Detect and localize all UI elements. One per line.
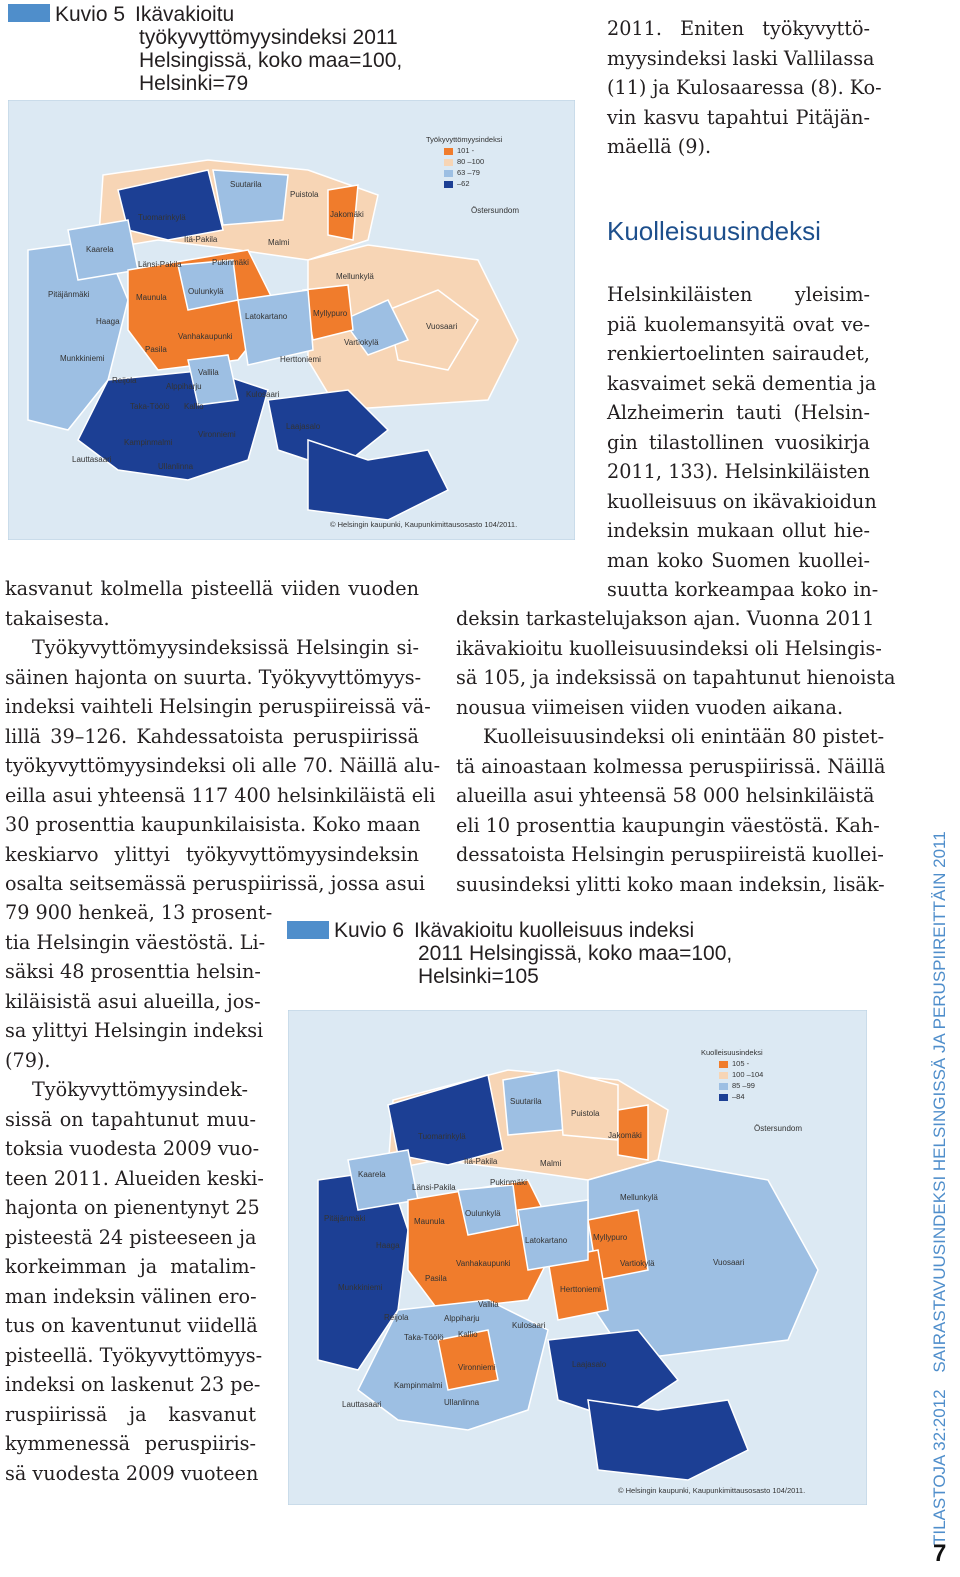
right-para1-cont bbox=[456, 604, 896, 899]
text-line: takaisesta. bbox=[5, 606, 110, 630]
text-line: osalta seitsemässä peruspiirissä, jossa asui bbox=[5, 872, 426, 895]
figure5-legend-item bbox=[444, 157, 502, 166]
figure5-legend-item bbox=[444, 168, 502, 177]
text-line: indeksi vaihteli Helsingin peruspiireissä vä- bbox=[5, 695, 431, 718]
text-line: kasvanut kolmella pisteellä viiden vuoden bbox=[5, 577, 419, 600]
map6-label: Vartiokylä bbox=[620, 1259, 655, 1268]
map5-label: Kulosaari bbox=[246, 390, 280, 399]
map6-label: Oulunkylä bbox=[465, 1209, 501, 1218]
text-line: sa ylittyi Helsingin indeksi bbox=[5, 1019, 264, 1042]
map5-land bbox=[28, 160, 518, 520]
map6-label: Kaarela bbox=[358, 1170, 386, 1179]
map6-label: Taka-Töölö bbox=[404, 1333, 444, 1342]
text-line: gin tilastollinen vuosikirja bbox=[607, 430, 870, 454]
text-line: tä ainoastaan kolmessa peruspiirissä. Näillä bbox=[456, 754, 886, 778]
map5-label: Myllypuro bbox=[313, 309, 348, 318]
text-line: Helsinkiläisten yleisim- bbox=[607, 283, 870, 306]
figure5-legend-item bbox=[444, 146, 502, 155]
map5-label: Oulunkylä bbox=[188, 287, 224, 296]
map6-label: Östersundom bbox=[754, 1124, 803, 1133]
map5-label: Ullanlinna bbox=[158, 462, 194, 471]
figure6-credit: © Helsingin kaupunki, Kaupunkimittausosasto 104/2011. bbox=[618, 1486, 806, 1495]
figure6-legend-item bbox=[719, 1059, 763, 1068]
map6-area-vironniemi bbox=[438, 1330, 498, 1390]
text-line: indeksi on laskenut 23 pe- bbox=[5, 1373, 261, 1396]
figure5-caption-box bbox=[8, 4, 50, 22]
map5-label: Latokartano bbox=[245, 312, 288, 321]
text-line: sissä on tapahtunut muu- bbox=[5, 1107, 256, 1131]
map5-label: Kaarela bbox=[86, 245, 114, 254]
text-line: ruspiirissä ja kasvanut bbox=[5, 1402, 256, 1426]
map6-label: Alppiharju bbox=[444, 1314, 480, 1323]
map6-label: Lauttasaari bbox=[342, 1400, 382, 1409]
map5-label: Laajasalo bbox=[286, 422, 321, 431]
figure6-legend-title: Kuolleisuusindeksi bbox=[701, 1048, 763, 1057]
legend-swatch bbox=[444, 181, 453, 188]
page-number: 7 bbox=[933, 1540, 947, 1567]
figure5-credit: © Helsingin kaupunki, Kaupunkimittausosasto 104/2011. bbox=[330, 520, 518, 529]
figure6-legend-item bbox=[719, 1081, 763, 1090]
figure5-title-line: Ikävakioitu bbox=[135, 3, 235, 26]
map5-label: Maunula bbox=[136, 293, 167, 302]
text-line: hajonta on pienentynyt 25 bbox=[5, 1196, 260, 1219]
text-line: pisteestä 24 pisteeseen ja bbox=[5, 1225, 257, 1249]
legend-swatch bbox=[719, 1083, 728, 1090]
map6-land bbox=[318, 1070, 818, 1480]
text-line: Kuolleisuusindeksi oli enintään 80 pistet- bbox=[483, 725, 885, 748]
map5-label: Taka-Töölö bbox=[130, 402, 170, 411]
side-running-header bbox=[930, 831, 950, 1545]
map5-label: Herttoniemi bbox=[280, 355, 321, 364]
map5-label: Munkkiniemi bbox=[60, 354, 105, 363]
legend-item-label: –84 bbox=[732, 1092, 745, 1101]
map5-area-oulunkyla bbox=[178, 260, 238, 310]
figure5-legend-title: Työkyvyttömyysindeksi bbox=[426, 135, 503, 144]
map6-label: Pitäjänmäki bbox=[324, 1214, 366, 1223]
map6-label: Vuosaari bbox=[713, 1258, 745, 1267]
text-line: tia Helsingin väestöstä. Li- bbox=[5, 930, 266, 954]
legend-item-label: 85 –99 bbox=[732, 1081, 755, 1090]
text-line: kiläisistä asui alueilla, jos- bbox=[5, 989, 261, 1013]
text-line: indeksin mukaan ollut hie- bbox=[607, 519, 870, 542]
map5-label: Vallila bbox=[198, 368, 219, 377]
text-line: työkyvyttömyysindeksi oli alle 70. Näillä alu- bbox=[5, 754, 441, 777]
map6-label: Munkkiniemi bbox=[338, 1283, 383, 1292]
map6-label: Länsi-Pakila bbox=[412, 1183, 456, 1192]
text-line: pisteellä. Työkyvyttömyys- bbox=[5, 1343, 263, 1367]
legend-swatch bbox=[719, 1061, 728, 1068]
legend-swatch bbox=[719, 1072, 728, 1079]
text-line: 30 prosenttia kaupunkilaisista. Koko maan bbox=[5, 813, 421, 836]
text-line: myysindeksi laski Vallilassa bbox=[607, 46, 875, 70]
map5-label: Kampinmalmi bbox=[124, 438, 173, 447]
figure6-title-line: Ikävakioitu kuolleisuus indeksi bbox=[414, 919, 695, 942]
map6-label: Ullanlinna bbox=[444, 1398, 480, 1407]
map6-label: Latokartano bbox=[525, 1236, 568, 1245]
map5-label: Vironniemi bbox=[198, 430, 236, 439]
map5-label: Pasila bbox=[145, 345, 167, 354]
text-line: (79). bbox=[5, 1048, 51, 1072]
text-line: eli 10 prosenttia kaupungin väestöstä. Kah- bbox=[456, 813, 880, 837]
legend-item-label: 100 –104 bbox=[732, 1070, 764, 1079]
map6-label: Puistola bbox=[571, 1109, 600, 1118]
map6-label: Herttoniemi bbox=[560, 1285, 601, 1294]
text-line: suutta korkeampaa koko in- bbox=[607, 578, 879, 601]
text-line: alueilla asui yhteensä 58 000 helsinkiläistä bbox=[456, 784, 875, 807]
map5-label: Jakomäki bbox=[330, 210, 364, 219]
legend-swatch bbox=[444, 170, 453, 177]
left-narrow-text bbox=[5, 898, 273, 1488]
right-para1 bbox=[607, 280, 879, 605]
text-line: man koko Suomen kuollei- bbox=[607, 548, 870, 572]
legend-item-label: 63 –79 bbox=[457, 168, 480, 177]
text-line: sä vuodesta 2009 vuoteen bbox=[5, 1461, 259, 1485]
map5-label: Pitäjänmäki bbox=[48, 290, 90, 299]
map5-area-suutarila bbox=[213, 170, 288, 225]
legend-swatch bbox=[444, 159, 453, 166]
text-line: Alzheimerin tauti (Helsin- bbox=[607, 401, 870, 424]
figure5-caption bbox=[55, 3, 402, 95]
text-line: vin kasvu tapahtui Pitäjän- bbox=[607, 105, 870, 129]
map5-label: Vartiokylä bbox=[344, 338, 379, 347]
map5-label: Kallio bbox=[184, 402, 204, 411]
figure6-legend-item bbox=[719, 1070, 763, 1079]
figure6-title-line: 2011 Helsingissä, koko maa=100, bbox=[418, 942, 733, 965]
map5-label: Mellunkylä bbox=[336, 272, 374, 281]
text-line: mäellä (9). bbox=[607, 135, 712, 158]
map6-label: Malmi bbox=[540, 1159, 562, 1168]
map5-label: Vanhakaupunki bbox=[178, 332, 233, 341]
map5-label: Östersundom bbox=[471, 206, 520, 215]
text-line: Työkyvyttömyysindeksissä Helsingin si- bbox=[32, 636, 419, 659]
map5-label: Reijola bbox=[112, 376, 137, 385]
map5-label: Suutarila bbox=[230, 180, 262, 189]
text-line: korkeimman ja matalim- bbox=[5, 1255, 256, 1278]
map5-label: Alppiharju bbox=[166, 382, 202, 391]
figure5-title-line: työkyvyttömyysindeksi 2011 bbox=[139, 26, 398, 49]
text-line: kuolleisuus on ikävakioidun bbox=[607, 489, 877, 513]
map5-label: Tuomarinkylä bbox=[138, 213, 186, 222]
map6-label: Jakomäki bbox=[608, 1131, 642, 1140]
map6-label: Haaga bbox=[376, 1241, 400, 1250]
text-line: suusindeksi ylitti koko maan indeksin, lisäk- bbox=[456, 872, 885, 896]
legend-item-label: 80 –100 bbox=[457, 157, 485, 166]
text-line: ikävakioitu kuolleisuusindeksi oli Helsingis- bbox=[456, 636, 882, 660]
map6-label: Reijola bbox=[384, 1313, 409, 1322]
side-series: TILASTOJA 32:2012 bbox=[930, 1389, 949, 1545]
map6-label: Maunula bbox=[414, 1217, 445, 1226]
text-line: Työkyvyttömyysindek- bbox=[32, 1078, 248, 1101]
map5-label: Lauttasaari bbox=[72, 455, 112, 464]
map6-label: Pukinmäki bbox=[490, 1178, 527, 1187]
map6-label: Myllypuro bbox=[593, 1233, 628, 1242]
map6-label: Pasila bbox=[425, 1274, 447, 1283]
text-line: lillä 39–126. Kahdessatoista peruspiirissä bbox=[5, 724, 419, 748]
text-line: kasvaimet sekä dementia ja bbox=[607, 371, 877, 395]
text-line: eilla asui yhteensä 117 400 helsinkiläistä eli bbox=[5, 783, 436, 807]
map6-label: Laajasalo bbox=[572, 1360, 607, 1369]
figure5-title-line: Helsinki=79 bbox=[139, 72, 249, 95]
legend-item-label: –62 bbox=[457, 179, 470, 188]
map5-label: Pukinmäki bbox=[212, 258, 249, 267]
figure5-title-line: Helsingissä, koko maa=100, bbox=[139, 49, 403, 72]
map6-label: Kulosaari bbox=[512, 1321, 546, 1330]
map6-label: Kallio bbox=[458, 1330, 478, 1339]
text-line: säinen hajonta on suurta. Työkyvyttömyys- bbox=[5, 665, 422, 689]
figure5-legend bbox=[426, 135, 502, 190]
map5-area-latokartano bbox=[238, 290, 313, 365]
text-line: keskiarvo ylittyi työkyvyttömyysindeksin bbox=[5, 842, 419, 866]
text-line: nousua viimeisen viiden vuoden aikana. bbox=[456, 695, 844, 719]
map5-label: Malmi bbox=[268, 238, 290, 247]
map5-label: Vuosaari bbox=[426, 322, 458, 331]
figure6-title-line: Helsinki=105 bbox=[418, 965, 539, 988]
legend-item-label: 105 - bbox=[732, 1059, 750, 1068]
figure6-number: Kuvio 6 bbox=[334, 919, 405, 942]
figure6-legend-item bbox=[719, 1092, 763, 1101]
map6-label: Kampinmalmi bbox=[394, 1381, 443, 1390]
text-line: 2011, 133). Helsinkiläisten bbox=[607, 460, 870, 483]
legend-swatch bbox=[719, 1094, 728, 1101]
map5-label: Puistola bbox=[290, 190, 319, 199]
map5-label: Haaga bbox=[96, 317, 120, 326]
figure6-map-graphic bbox=[288, 1010, 867, 1505]
text-line: sä 105, ja indeksissä on tapahtunut hienoista bbox=[456, 666, 896, 689]
map6-label: Itä-Pakila bbox=[464, 1157, 498, 1166]
text-line: 79 900 henkeä, 13 prosent- bbox=[5, 901, 273, 924]
figure5-map bbox=[8, 100, 575, 540]
map6-label: Vallila bbox=[478, 1300, 499, 1309]
map5-label: Itä-Pakila bbox=[184, 235, 218, 244]
legend-swatch bbox=[444, 148, 453, 155]
side-title: SAIRASTAVUUSINDEKSI HELSINGISSÄ JA PERUSPIIREITTÄIN 2011 bbox=[930, 831, 949, 1373]
figure6-map bbox=[288, 1010, 867, 1505]
text-line: dessatoista Helsingin peruspiireistä kuollei- bbox=[456, 843, 884, 866]
right-top-text bbox=[607, 14, 882, 162]
map6-label: Suutarila bbox=[510, 1097, 542, 1106]
text-line: tus on kaventunut viidellä bbox=[5, 1314, 258, 1337]
map6-label: Tuomarinkylä bbox=[418, 1132, 466, 1141]
map5-area-islands bbox=[308, 440, 448, 520]
text-line: teen 2011. Alueiden keski- bbox=[5, 1166, 264, 1190]
text-line: piä kuolemansyitä ovat ve- bbox=[607, 312, 870, 336]
text-line: deksin tarkastelujakson ajan. Vuonna 2011 bbox=[456, 607, 875, 630]
text-line: kymmenessä peruspiiris- bbox=[5, 1432, 256, 1455]
map6-label: Mellunkylä bbox=[620, 1193, 658, 1202]
map6-area-latokartano bbox=[518, 1200, 588, 1270]
figure5-number: Kuvio 5 bbox=[55, 3, 126, 26]
figure5-legend-item bbox=[444, 179, 502, 188]
text-line: (11) ja Kulosaaressa (8). Ko- bbox=[607, 76, 882, 99]
section-heading: Kuolleisuusindeksi bbox=[607, 216, 821, 246]
figure6-caption bbox=[334, 919, 732, 988]
map6-area-islands bbox=[588, 1400, 748, 1480]
legend-item-label: 101 - bbox=[457, 146, 475, 155]
figure6-legend bbox=[701, 1048, 763, 1103]
text-line: renkiertoelinten sairaudet, bbox=[607, 342, 870, 365]
left-wide-text bbox=[5, 574, 441, 899]
text-line: man indeksin välinen ero- bbox=[5, 1284, 257, 1308]
map5-label: Länsi-Pakila bbox=[138, 260, 182, 269]
text-line: 2011. Eniten työkyvyttö- bbox=[607, 17, 870, 40]
text-line: toksia vuodesta 2009 vuo- bbox=[5, 1137, 260, 1160]
map6-label: Vanhakaupunki bbox=[456, 1259, 511, 1268]
map6-label: Vironniemi bbox=[458, 1363, 496, 1372]
figure6-caption-box bbox=[287, 921, 329, 939]
text-line: säksi 48 prosenttia helsin- bbox=[5, 960, 261, 983]
